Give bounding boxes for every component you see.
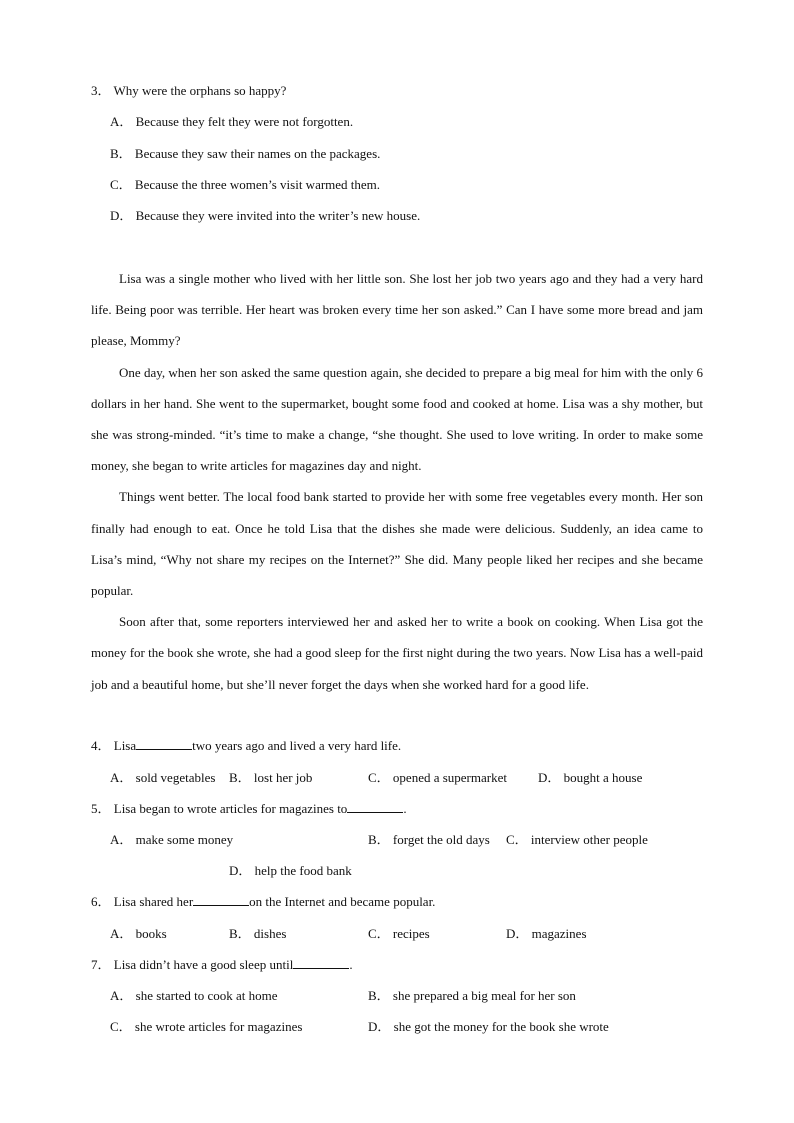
question-5-option-c: C． interview other people <box>506 832 648 847</box>
question-6-option-a: A． books <box>110 926 167 941</box>
question-4-stem-start: 4． Lisa <box>91 738 137 753</box>
question-4-stem <box>91 737 401 755</box>
question-6-stem-start: 6． Lisa shared her <box>91 894 194 909</box>
question-7-option-d: D． she got the money for the book she wrote <box>368 1019 609 1034</box>
answer-blank <box>193 893 249 906</box>
question-4-stem-end: two years ago and lived a very hard life. <box>192 738 402 753</box>
question-3-option-a: A． Because they felt they were not forgotten. <box>110 114 354 129</box>
question-3-option-c: C． Because the three women’s visit warmed them. <box>110 177 381 192</box>
question-5-stem <box>91 800 407 818</box>
question-6-option-b: B． dishes <box>229 926 287 941</box>
question-6-stem <box>91 893 435 911</box>
question-7-stem-end: . <box>349 957 353 972</box>
question-5-stem-end: . <box>403 801 407 816</box>
passage-paragraph-4: Soon after that, some reporters interviewed her and asked her to write a book on cooking. When Lisa got the money for the book she wrote, she had a good sleep for the first night during the two years. Now Lisa has a well-paid job and a beautiful home, but she’ll never forget the days when she worked hard for a good life. <box>91 614 703 692</box>
passage-paragraph-3: Things went better. The local food bank started to provide her with some free vegetables every month. Her son finally had enough to eat. Once he told Lisa that the dishes she made were delicious. Suddenly, an idea came to Lisa’s mind, “Why not share my recipes on the Internet?” She did. Many people liked her recipes and she became popular. <box>91 489 703 599</box>
question-3-option-d: D． Because they were invited into the writer’s new house. <box>110 208 421 223</box>
question-4-option-b: B． lost her job <box>229 770 313 785</box>
question-7-stem-start: 7． Lisa didn’t have a good sleep until <box>91 957 294 972</box>
question-5-option-b: B． forget the old days <box>368 832 490 847</box>
question-6-option-d: D． magazines <box>506 926 587 941</box>
reading-passage <box>91 263 703 700</box>
answer-blank <box>293 956 349 969</box>
question-7-stem <box>91 956 353 974</box>
question-3-stem: 3． Why were the orphans so happy? <box>91 83 287 98</box>
passage-paragraph-1: Lisa was a single mother who lived with her little son. She lost her job two years ago and they had a very hard life. Being poor was terrible. Her heart was broken every time her son asked.” Can I have some more bread and jam please, Mommy? <box>91 271 703 349</box>
question-5-stem-start: 5． Lisa began to wrote articles for magazines to <box>91 801 348 816</box>
question-3-option-b: B． Because they saw their names on the packages. <box>110 146 381 161</box>
question-4-option-a: A． sold vegetables <box>110 770 216 785</box>
answer-blank <box>347 800 403 813</box>
question-4-option-c: C． opened a supermarket <box>368 770 507 785</box>
passage-paragraph-2: One day, when her son asked the same question again, she decided to prepare a big meal for him with the only 6 dollars in her hand. She went to the supermarket, bought some food and cooked at home. Lisa was a shy mother, but she was strong-minded. “it’s time to make a change, “she thought. She used to love writing. In order to make some money, she began to write articles for magazines day and night. <box>91 364 703 474</box>
question-6-option-c: C． recipes <box>368 926 430 941</box>
question-5-option-a: A． make some money <box>110 832 234 847</box>
question-7-option-b: B． she prepared a big meal for her son <box>368 988 576 1003</box>
question-5-option-d: D． help the food bank <box>229 863 352 878</box>
question-7-option-a: A． she started to cook at home <box>110 988 278 1003</box>
answer-blank <box>136 737 192 750</box>
question-6-stem-end: on the Internet and became popular. <box>249 894 436 909</box>
question-7-option-c: C． she wrote articles for magazines <box>110 1019 303 1034</box>
question-4-option-d: D． bought a house <box>538 770 643 785</box>
